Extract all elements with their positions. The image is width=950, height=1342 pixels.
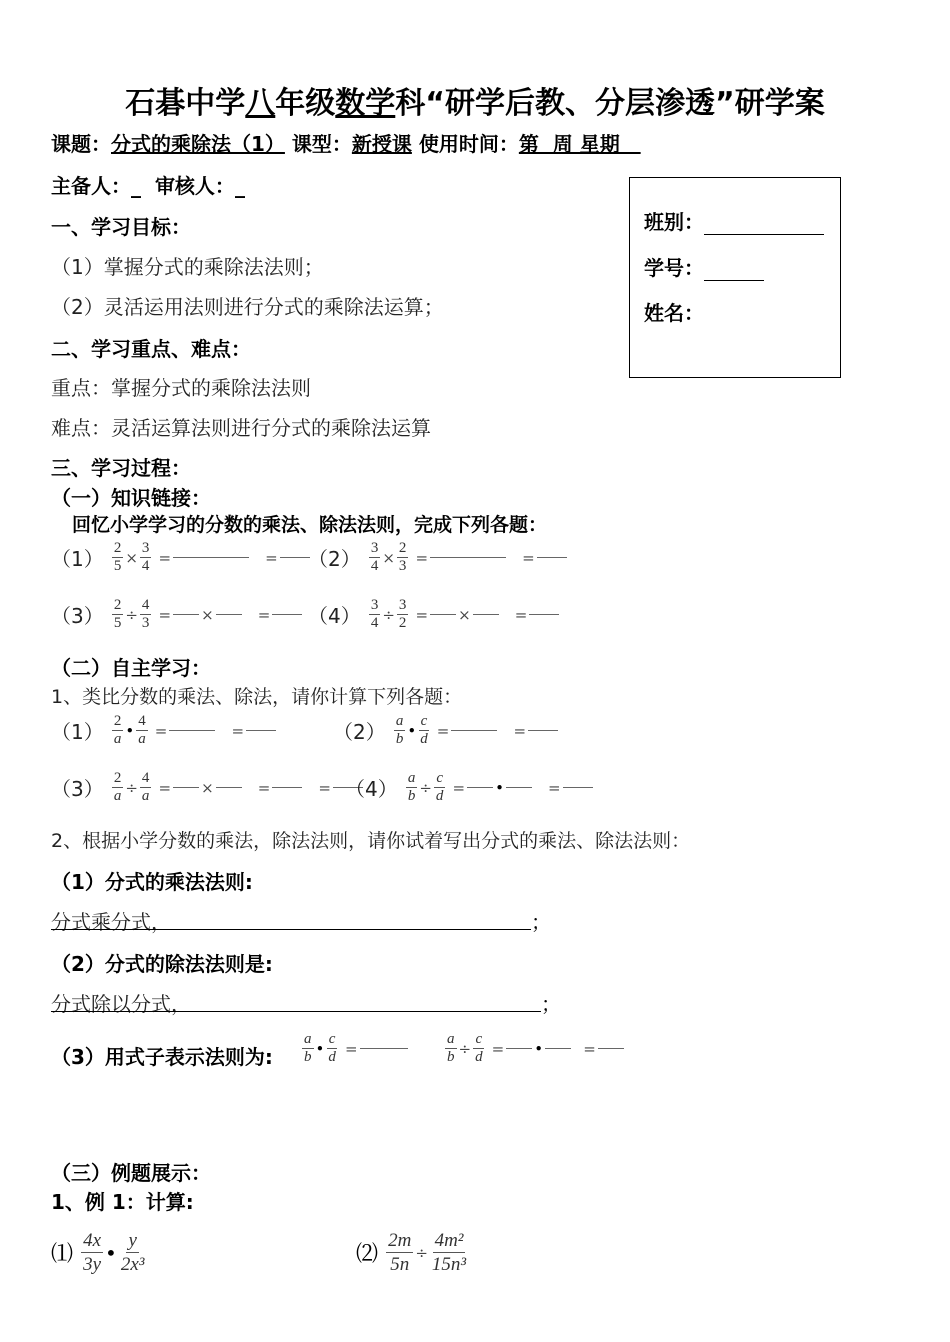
- answer-blank[interactable]: [430, 557, 506, 558]
- answer-blank[interactable]: [216, 614, 242, 615]
- equals-sign: =: [158, 605, 172, 624]
- part1-intro: 回忆小学学习的分数的乘法、除法法则，完成下列各题：: [72, 514, 548, 536]
- fraction: $\frac{c}{d}$: [435, 770, 444, 804]
- meta-line: [51, 128, 641, 157]
- answer-blank[interactable]: [173, 787, 199, 788]
- grade: 八: [245, 86, 276, 121]
- formula-heading: （3）用式子表示法则为:: [51, 1045, 273, 1069]
- answer-blank[interactable]: [598, 1048, 624, 1049]
- fraction: $\frac{3}{2}$: [398, 597, 407, 631]
- answer-blank[interactable]: [216, 787, 242, 788]
- student-info-box: [629, 177, 841, 378]
- class-input-line[interactable]: [704, 214, 824, 235]
- rule-div-text: 分式除以分式，: [51, 992, 191, 1016]
- equals-sign: =: [257, 778, 271, 797]
- formula-div: [444, 1031, 625, 1066]
- fraction: $\frac{a}{b}$: [395, 713, 404, 747]
- fraction: $\frac{3}{4}$: [370, 597, 379, 631]
- answer-blank[interactable]: [473, 614, 499, 615]
- section3-heading: 三、学习过程：: [51, 456, 191, 480]
- equals-sign: =: [415, 548, 429, 567]
- divide-icon: ÷: [419, 778, 432, 797]
- fraction: $\frac{2m}{5n}$: [388, 1230, 412, 1275]
- equals-sign: =: [257, 605, 271, 624]
- type-value: 新授课: [351, 132, 412, 156]
- equals-sign: =: [452, 778, 466, 797]
- goal-2: （2）灵活运用法则进行分式的乘除法运算；: [51, 295, 444, 319]
- fraction: $\frac{c}{d}$: [420, 713, 428, 747]
- name-label: 姓名：: [644, 301, 704, 325]
- divide-icon: ÷: [125, 778, 138, 797]
- example-1: [51, 1229, 147, 1276]
- fraction: $\frac{2}{a}$: [113, 713, 122, 747]
- number-field: [644, 252, 764, 281]
- rule-mul-text: 分式乘分式，: [51, 910, 171, 934]
- number-label: 学号：: [644, 256, 704, 280]
- reviewer-value: _: [234, 174, 245, 198]
- times-icon: ×: [201, 605, 214, 624]
- s4-expression: [345, 770, 594, 805]
- equals-sign: =: [265, 548, 278, 567]
- goal-1: （1）掌握分式的乘除法法则；: [51, 255, 324, 279]
- answer-blank[interactable]: [529, 614, 559, 615]
- equals-sign: =: [513, 721, 527, 740]
- fraction: $\frac{4}{a}$: [141, 770, 150, 804]
- preparer-label: 主备人：: [51, 174, 131, 198]
- q-label: （1）: [51, 547, 104, 571]
- example-label: ⑵: [356, 1242, 379, 1267]
- dot-icon: •: [407, 721, 417, 740]
- s2-expression: [333, 713, 559, 748]
- answer-blank[interactable]: [280, 557, 310, 558]
- preparer-line: [51, 170, 245, 199]
- part3-heading: （三）例题展示：: [51, 1161, 211, 1185]
- equals-sign: =: [583, 1039, 596, 1058]
- key-point: 重点：掌握分式的乘除法法则: [51, 376, 311, 400]
- difficult-point: 难点：灵活运算法则进行分式的乘除法运算: [51, 416, 431, 440]
- times-icon: ×: [201, 778, 214, 797]
- dot-icon: •: [125, 721, 135, 740]
- school-name: 石碁中学: [125, 86, 246, 121]
- q-label: （2）: [308, 547, 361, 571]
- number-input-line[interactable]: [704, 260, 764, 281]
- answer-blank[interactable]: [430, 614, 456, 615]
- q3-expression: [51, 597, 303, 632]
- equals-sign: =: [318, 778, 331, 797]
- time-value: 第 周 星期: [518, 132, 641, 156]
- part2-item2: 2、根据小学分数的乘法，除法法则，请你试着写出分式的乘法、除法法则：: [51, 830, 691, 852]
- divide-icon: ÷: [458, 1039, 472, 1058]
- fraction: $\frac{y}{\text{2x³}}$: [120, 1230, 145, 1275]
- formula-mul: [301, 1031, 409, 1066]
- fraction: $\frac{a}{b}$: [407, 770, 416, 804]
- answer-blank[interactable]: [272, 614, 302, 615]
- equals-sign: =: [548, 778, 561, 797]
- q1-expression: [51, 540, 311, 575]
- fraction: $\frac{3}{4}$: [370, 540, 379, 574]
- q-label: （2）: [333, 720, 386, 744]
- q-label: （4）: [308, 604, 361, 628]
- fraction: $\frac{2}{5}$: [113, 597, 122, 631]
- section1-heading: 一、学习目标：: [51, 215, 191, 239]
- times-icon: ×: [382, 548, 395, 567]
- fraction: $\frac{a}{b}$: [447, 1031, 455, 1065]
- part2-item1: 1、类比分数的乘法、除法，请你计算下列各题：: [51, 686, 463, 708]
- type-label: 课型：: [291, 132, 352, 156]
- fraction: $\frac{2}{5}$: [113, 540, 122, 574]
- equals-sign: =: [154, 721, 168, 740]
- equals-sign: =: [522, 548, 535, 567]
- divide-icon: ÷: [125, 605, 138, 624]
- dot-icon: •: [315, 1039, 325, 1058]
- grade-suffix: 年级: [275, 86, 336, 121]
- rule-div-answer-line[interactable]: [51, 1011, 541, 1012]
- answer-blank[interactable]: [506, 1048, 532, 1049]
- times-icon: ×: [458, 605, 471, 624]
- fraction: $\frac{2}{a}$: [113, 770, 122, 804]
- fraction: $\frac{a}{b}$: [304, 1031, 312, 1065]
- fraction: $\frac{c}{d}$: [328, 1031, 336, 1065]
- rule-div-heading: （2）分式的除法法则是:: [51, 952, 273, 976]
- answer-blank[interactable]: [528, 730, 558, 731]
- fraction: $\frac{c}{d}$: [475, 1031, 483, 1065]
- equals-sign: =: [344, 1039, 358, 1058]
- class-label: 班别：: [644, 210, 704, 234]
- fraction: $\frac{4}{3}$: [141, 597, 150, 631]
- q-label: （3）: [51, 777, 104, 801]
- dot-icon: •: [495, 778, 504, 797]
- equals-sign: =: [158, 548, 172, 567]
- fraction: $\frac{4x}{3y}$: [83, 1230, 102, 1275]
- equals-sign: =: [158, 778, 172, 797]
- fraction: $\frac{3}{4}$: [141, 540, 150, 574]
- answer-blank[interactable]: [173, 614, 199, 615]
- semicolon: ；: [531, 910, 551, 934]
- equals-sign: =: [436, 721, 450, 740]
- page-title: [0, 78, 950, 122]
- answer-blank[interactable]: [360, 1048, 408, 1049]
- fraction: $\frac{\text{4m²}}{\text{15n³}}$: [431, 1230, 467, 1275]
- divide-icon: ÷: [415, 1243, 428, 1262]
- part1-heading: （一）知识链接：: [51, 486, 211, 510]
- subject: 数学: [335, 86, 396, 121]
- time-label: 使用时间：: [418, 132, 519, 156]
- rule-mul-heading: （1）分式的乘法法则:: [51, 870, 253, 894]
- times-icon: ×: [125, 548, 138, 567]
- answer-blank[interactable]: [467, 787, 493, 788]
- q4-expression: [308, 597, 560, 632]
- name-field: [644, 297, 704, 326]
- fraction: $\frac{2}{3}$: [398, 540, 407, 574]
- rule-mul-answer-line[interactable]: [51, 929, 531, 930]
- example-2: [356, 1229, 469, 1276]
- section2-heading: 二、学习重点、难点：: [51, 337, 251, 361]
- answer-blank[interactable]: [506, 787, 532, 788]
- topic-value: 分式的乘除法（1）: [111, 132, 285, 156]
- dot-icon: •: [105, 1240, 117, 1265]
- equals-sign: =: [415, 605, 429, 624]
- s1-expression: [51, 713, 277, 748]
- example-label: ⑴: [51, 1242, 74, 1267]
- q2-expression: [308, 540, 568, 575]
- semicolon: ；: [541, 992, 561, 1016]
- s3-expression: [51, 770, 364, 805]
- answer-blank[interactable]: [563, 787, 593, 788]
- class-field: [644, 206, 824, 235]
- answer-blank[interactable]: [246, 730, 276, 731]
- answer-blank[interactable]: [169, 730, 215, 731]
- reviewer-label: 审核人：: [154, 174, 235, 198]
- equals-sign: =: [491, 1039, 505, 1058]
- answer-blank[interactable]: [173, 557, 249, 558]
- q-label: （4）: [345, 777, 398, 801]
- equals-sign: =: [514, 605, 528, 624]
- answer-blank[interactable]: [537, 557, 567, 558]
- fraction: $\frac{4}{a}$: [138, 713, 146, 747]
- q-label: （1）: [51, 720, 104, 744]
- equals-sign: =: [231, 721, 245, 740]
- answer-blank[interactable]: [272, 787, 302, 788]
- part2-heading: （二）自主学习：: [51, 656, 211, 680]
- answer-blank[interactable]: [545, 1048, 571, 1049]
- answer-blank[interactable]: [451, 730, 497, 731]
- title-tail: 科“研学后教、分层渗透”研学案: [395, 86, 825, 121]
- dot-icon: •: [534, 1039, 544, 1058]
- preparer-value: _: [131, 174, 141, 198]
- divide-icon: ÷: [382, 605, 395, 624]
- q-label: （3）: [51, 604, 104, 628]
- example-heading: 1、例 1：计算:: [51, 1190, 194, 1214]
- topic-label: 课题：: [51, 132, 111, 156]
